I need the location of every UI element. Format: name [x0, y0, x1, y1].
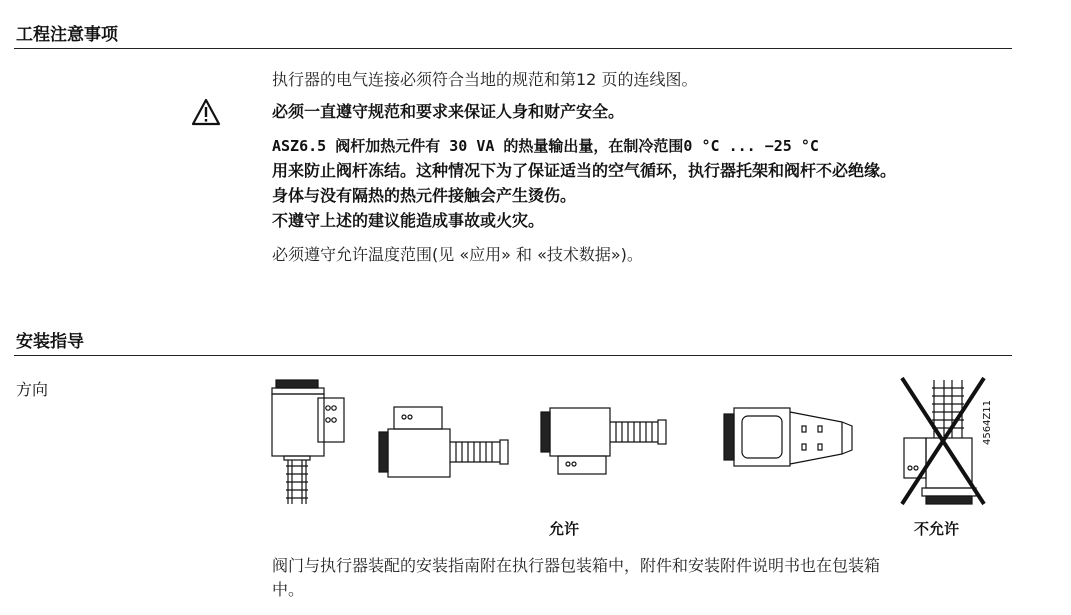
warning-heating-element-line: ASZ6.5 阀杆加热元件有 30 VA 的热量输出量，在制冷范围0 °C ... −25 °C	[272, 137, 819, 155]
warning-fire-line: 不遵守上述的建议能造成事故或火灾。	[272, 211, 545, 230]
orientation-label: 方向	[16, 380, 49, 399]
section-divider	[14, 355, 1012, 356]
orientation-inverted-figure	[902, 378, 984, 504]
warning-triangle-icon	[191, 98, 221, 126]
installation-instructions-line1: 阀门与执行器装配的安装指南附在执行器包装箱中，附件和安装附件说明书也在包装箱	[272, 556, 881, 575]
section-divider	[14, 48, 1012, 49]
orientation-horizontal-side-figure	[724, 408, 852, 466]
section-title-engineering-notes: 工程注意事项	[16, 25, 118, 45]
temperature-range-note: 必须遵守允许温度范围(见 «应用» 和 «技术数据»)。	[272, 245, 643, 264]
figure-code-label: 4564Z11	[982, 399, 993, 445]
orientation-horizontal-down-figure	[541, 408, 666, 474]
installation-instructions-line2: 中。	[272, 580, 305, 599]
orientation-upright-figure	[272, 380, 344, 504]
section-title-installation: 安装指导	[16, 332, 84, 352]
orientation-figures	[262, 370, 1012, 515]
electrical-connection-note: 执行器的电气连接必须符合当地的规范和第12 页的连线图。	[272, 70, 698, 89]
warning-burn-line: 身体与没有隔热的热元件接触会产生烫伤。	[272, 186, 577, 205]
orientation-horizontal-up-figure	[379, 407, 508, 477]
warning-safety-line: 必须一直遵守规范和要求来保证人身和财产安全。	[272, 102, 625, 121]
warning-air-circulation-line: 用来防止阀杆冻结。这种情况下为了保证适当的空气循环，执行器托架和阀杆不必绝缘。	[272, 161, 897, 180]
not-allowed-caption: 不允许	[914, 520, 960, 538]
allowed-caption: 允许	[549, 520, 580, 538]
